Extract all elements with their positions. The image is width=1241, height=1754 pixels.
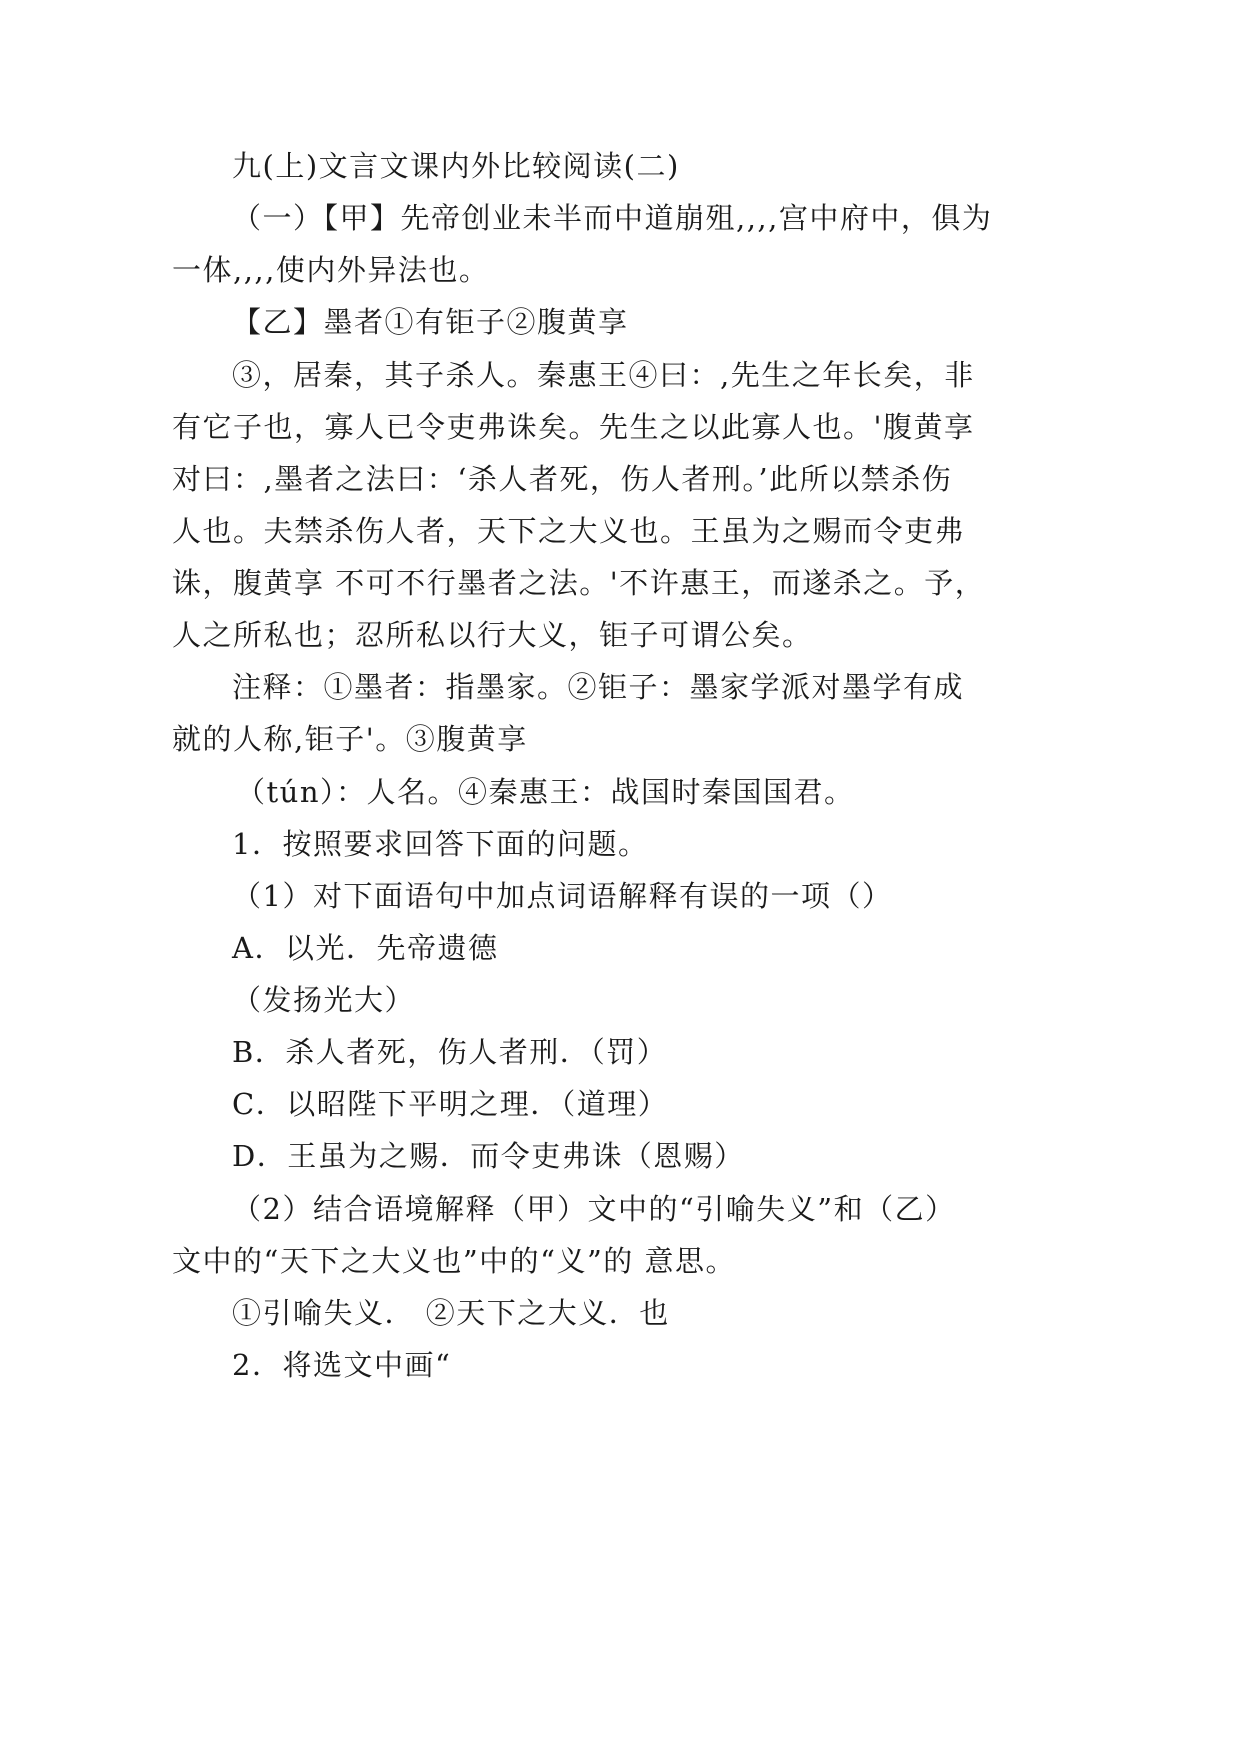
text-line: ③，居秦，其子杀人。秦惠王④曰：,先生之年长矣，非: [232, 358, 975, 392]
text-line: 人之所私也；忍所私以行大义，钜子可谓公矣。: [172, 618, 813, 652]
option-a: A．以光．先帝遗德: [232, 931, 499, 965]
option-d: D．王虽为之赐．而令吏弗诛（恩赐）: [232, 1139, 745, 1173]
text-line: 一体,,,,使内外异法也。: [172, 253, 490, 287]
document-title: 九(上)文言文课内外比较阅读(二): [232, 149, 680, 183]
question-line: 文中的“天下之大义也”中的“义”的 意思。: [172, 1244, 737, 1278]
annotation-line: （tún）：人名。④秦惠王：战国时秦国国君。: [236, 775, 855, 809]
text-line: 【乙】墨者①有钜子②腹黄享: [232, 305, 629, 339]
annotation-line: 就的人称,钜子'。③腹黄享: [172, 722, 528, 756]
question-line: （2）结合语境解释（甲）文中的“引喻失义”和（乙）: [232, 1192, 956, 1226]
option-a-note: （发扬光大）: [232, 983, 416, 1017]
text-line: 有它子也，寡人已令吏弗诛矣。先生之以此寡人也。'腹黄享: [172, 410, 975, 444]
question-line: （1）对下面语句中加点词语解释有误的一项（）: [232, 879, 893, 913]
option-b: B．杀人者死，伤人者刑．（罚）: [232, 1035, 668, 1069]
text-line: 对曰：,墨者之法曰：‘杀人者死，伤人者刑。’此所以禁杀伤: [172, 462, 953, 496]
annotation-line: 注释：①墨者：指墨家。②钜子：墨家学派对墨学有成: [232, 670, 965, 704]
text-line: 人也。夫禁杀伤人者，天下之大义也。王虽为之赐而令吏弗: [172, 514, 966, 548]
option-c: C．以昭陛下平明之理．（道理）: [232, 1087, 669, 1121]
question-line: 2．将选文中画“: [232, 1348, 452, 1382]
question-line: 1．按照要求回答下面的问题。: [232, 827, 649, 861]
text-line: 诛，腹黄享 不可不行墨者之法。'不许惠王，而遂杀之。予，: [172, 566, 986, 600]
question-line: ①引喻失义． ②天下之大义．也: [232, 1296, 670, 1330]
text-line: （一）【甲】先帝创业未半而中道崩殂,,,,宫中府中，俱为: [232, 201, 993, 235]
